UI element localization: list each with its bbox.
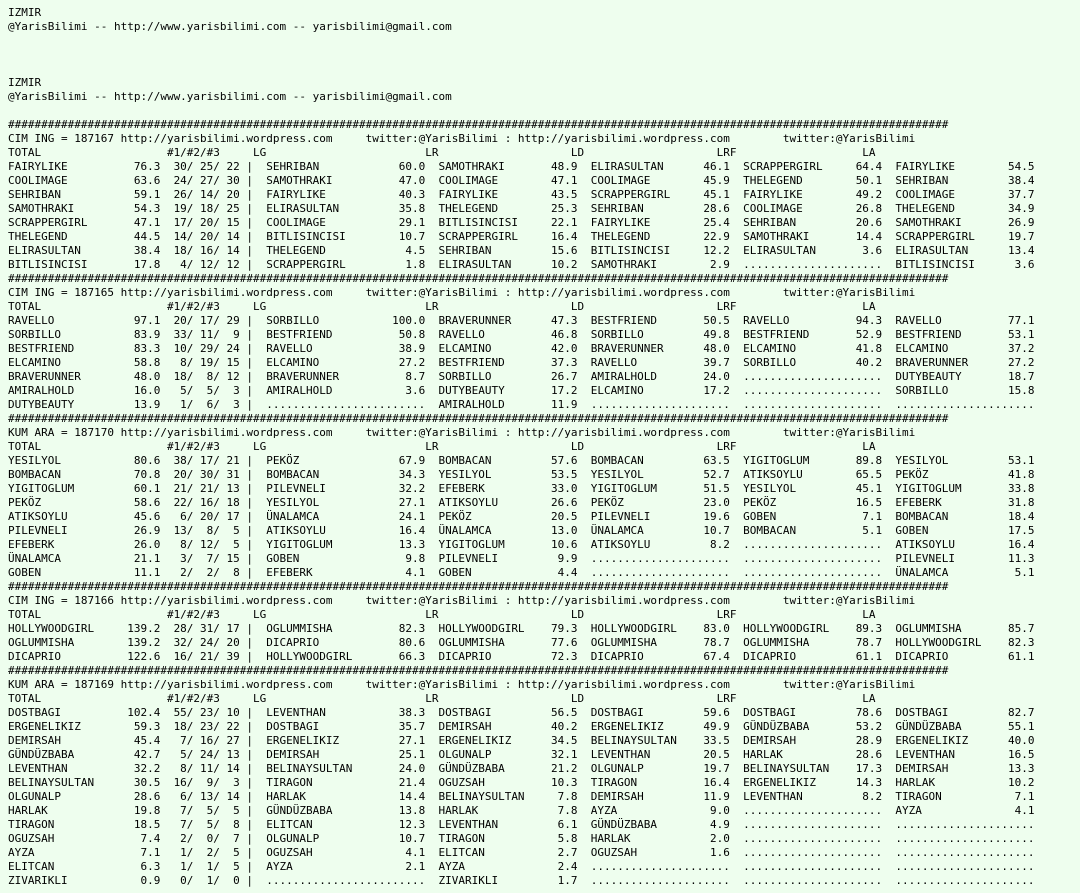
- table-row: OGLUMMISHA 139.2 32/ 24/ 20 | DICAPRIO 80.6 OGLUMMISHA 77.6 OGLUMMISHA 78.7 OGLUMMISHA 78.7 HOLLYWOODGIRL 82.3: [8, 636, 1035, 649]
- table-row: SEHRIBAN 59.1 26/ 14/ 20 | FAIRYLIKE 40.3 FAIRYLIKE 43.5 SCRAPPERGIRL 45.1 FAIRYLIKE 49.2 COOLIMAGE 37.7: [8, 188, 1035, 201]
- table-row: ZIVARIKLI 0.9 0/ 1/ 0 | ........................ ZIVARIKLI 1.7 ..................... ..................... .....................: [8, 874, 1035, 887]
- text-line: IZMIR: [8, 6, 42, 19]
- table-row: AYZA 7.1 1/ 2/ 5 | OGUZSAH 4.1 ELITCAN 2.7 OGUZSAH 1.6 ..................... .....................: [8, 846, 1035, 859]
- race-header: KUM ARA = 187169 http://yarisbilimi.wordpress.com twitter:@YarisBilimi : http://yarisbilimi.wordpress.com twitter:@YarisBilimi: [8, 678, 916, 691]
- table-row: DICAPRIO 122.6 16/ 21/ 39 | HOLLYWOODGIRL 66.3 DICAPRIO 72.3 DICAPRIO 67.4 DICAPRIO 61.1 DICAPRIO 61.1: [8, 650, 1035, 663]
- table-row: PEKÖZ 58.6 22/ 16/ 18 | YESILYOL 27.1 ATIKSOYLU 26.6 PEKÖZ 23.0 PEKÖZ 16.5 EFEBERK 31.8: [8, 496, 1035, 509]
- table-row: ELIRASULTAN 38.4 18/ 16/ 14 | THELEGEND 4.5 SEHRIBAN 15.6 BITLISINCISI 12.2 ELIRASULTAN 3.6 ELIRASULTAN 13.4: [8, 244, 1035, 257]
- text-line: @YarisBilimi -- http://www.yarisbilimi.com -- yarisbilimi@gmail.com: [8, 90, 452, 103]
- table-row: SORBILLO 83.9 33/ 11/ 9 | BESTFRIEND 50.8 RAVELLO 46.8 SORBILLO 49.8 BESTFRIEND 52.9 BESTFRIEND 53.1: [8, 328, 1035, 341]
- table-row: DUTYBEAUTY 13.9 1/ 6/ 3 | ........................ AMIRALHOLD 11.9 ..................... ..................... .....................: [8, 398, 1035, 411]
- section-divider: ##############################################################################################################################################: [8, 118, 949, 131]
- race-header: CIM ING = 187166 http://yarisbilimi.wordpress.com twitter:@YarisBilimi : http://yarisbilimi.wordpress.com twitter:@YarisBilimi: [8, 594, 916, 607]
- race-header: CIM ING = 187165 http://yarisbilimi.wordpress.com twitter:@YarisBilimi : http://yarisbilimi.wordpress.com twitter:@YarisBilimi: [8, 286, 916, 299]
- table-row: YESILYOL 80.6 38/ 17/ 21 | PEKÖZ 67.9 BOMBACAN 57.6 BOMBACAN 63.5 YIGITOGLUM 89.8 YESILYOL 53.1: [8, 454, 1035, 467]
- column-header-row: TOTAL #1/#2/#3 LG LR LD LRF LA: [8, 608, 876, 621]
- column-header-row: TOTAL #1/#2/#3 LG LR LD LRF LA: [8, 300, 876, 313]
- table-row: ÜNALAMCA 21.1 3/ 7/ 15 | GOBEN 9.8 PILEVNELI 9.9 ..................... ..................... PILEVNELI 11.3: [8, 552, 1035, 565]
- table-row: THELEGEND 44.5 14/ 20/ 14 | BITLISINCISI 10.7 SCRAPPERGIRL 16.4 THELEGEND 22.9 SAMOTHRAKI 14.4 SCRAPPERGIRL 19.7: [8, 230, 1035, 243]
- table-row: BRAVERUNNER 48.0 18/ 8/ 12 | BRAVERUNNER 8.7 SORBILLO 26.7 AMIRALHOLD 24.0 ..................... DUTYBEAUTY 18.7: [8, 370, 1035, 383]
- text-line: [8, 104, 1080, 118]
- table-row: PILEVNELI 26.9 13/ 8/ 5 | ATIKSOYLU 16.4 ÜNALAMCA 13.0 ÜNALAMCA 10.7 BOMBACAN 5.1 GOBEN 17.5: [8, 524, 1035, 537]
- race-header: CIM ING = 187167 http://yarisbilimi.wordpress.com twitter:@YarisBilimi : http://yarisbilimi.wordpress.com twitter:@YarisBilimi: [8, 132, 916, 145]
- table-row: DOSTBAGI 102.4 55/ 23/ 10 | LEVENTHAN 38.3 DOSTBAGI 56.5 DOSTBAGI 59.6 DOSTBAGI 78.6 DOSTBAGI 82.7: [8, 706, 1035, 719]
- table-row: ELITCAN 6.3 1/ 1/ 5 | AYZA 2.1 AYZA 2.4 ..................... ..................... .....................: [8, 860, 1035, 873]
- table-row: HOLLYWOODGIRL 139.2 28/ 31/ 17 | OGLUMMISHA 82.3 HOLLYWOODGIRL 79.3 HOLLYWOODGIRL 83.0 HOLLYWOODGIRL 89.3 OGLUMMISHA 85.7: [8, 622, 1035, 635]
- table-row: BITLISINCISI 17.8 4/ 12/ 12 | SCRAPPERGIRL 1.8 ELIRASULTAN 10.2 SAMOTHRAKI 2.9 ..................... BITLISINCISI 3.6: [8, 258, 1035, 271]
- table-row: ELCAMINO 58.8 8/ 19/ 15 | ELCAMINO 27.2 BESTFRIEND 37.3 RAVELLO 39.7 SORBILLO 40.2 BRAVERUNNER 27.2: [8, 356, 1035, 369]
- section-divider: ##############################################################################################################################################: [8, 412, 949, 425]
- column-header-row: TOTAL #1/#2/#3 LG LR LD LRF LA: [8, 440, 876, 453]
- column-header-row: TOTAL #1/#2/#3 LG LR LD LRF LA: [8, 692, 876, 705]
- table-row: GÜNDÜZBABA 42.7 5/ 24/ 13 | DEMIRSAH 25.1 OLGUNALP 32.1 LEVENTHAN 20.5 HARLAK 28.6 LEVENTHAN 16.5: [8, 748, 1035, 761]
- table-row: COOLIMAGE 63.6 24/ 27/ 30 | SAMOTHRAKI 47.0 COOLIMAGE 47.1 COOLIMAGE 45.9 THELEGEND 50.1 SEHRIBAN 38.4: [8, 174, 1035, 187]
- race-header: KUM ARA = 187170 http://yarisbilimi.wordpress.com twitter:@YarisBilimi : http://yarisbilimi.wordpress.com twitter:@YarisBilimi: [8, 426, 916, 439]
- text-line: [8, 48, 1080, 62]
- table-row: YIGITOGLUM 60.1 21/ 21/ 13 | PILEVNELI 32.2 EFEBERK 33.0 YIGITOGLUM 51.5 YESILYOL 45.1 YIGITOGLUM 33.8: [8, 482, 1035, 495]
- text-line: IZMIR: [8, 76, 42, 89]
- text-line: @YarisBilimi -- http://www.yarisbilimi.com -- yarisbilimi@gmail.com: [8, 20, 452, 33]
- table-row: HARLAK 19.8 7/ 5/ 5 | GÜNDÜZBABA 13.8 HARLAK 7.8 AYZA 9.0 ..................... AYZA 4.1: [8, 804, 1035, 817]
- table-row: GOBEN 11.1 2/ 2/ 8 | EFEBERK 4.1 GOBEN 4.4 ..................... ..................... ÜNALAMCA 5.1: [8, 566, 1035, 579]
- text-line: [8, 34, 1080, 48]
- table-row: ATIKSOYLU 45.6 6/ 20/ 17 | ÜNALAMCA 24.1 PEKÖZ 20.5 PILEVNELI 19.6 GOBEN 7.1 BOMBACAN 18.4: [8, 510, 1035, 523]
- table-row: OLGUNALP 28.6 6/ 13/ 14 | HARLAK 14.4 BELINAYSULTAN 7.8 DEMIRSAH 11.9 LEVENTHAN 8.2 TIRAGON 7.1: [8, 790, 1035, 803]
- section-divider: ##############################################################################################################################################: [8, 272, 949, 285]
- table-row: LEVENTHAN 32.2 8/ 11/ 14 | BELINAYSULTAN 24.0 GÜNDÜZBABA 21.2 OLGUNALP 19.7 BELINAYSULTAN 17.3 DEMIRSAH 13.3: [8, 762, 1035, 775]
- table-row: TIRAGON 18.5 7/ 5/ 8 | ELITCAN 12.3 LEVENTHAN 6.1 GÜNDÜZBABA 4.9 ..................... .....................: [8, 818, 1035, 831]
- section-divider: ##############################################################################################################################################: [8, 580, 949, 593]
- table-row: BELINAYSULTAN 30.5 16/ 9/ 3 | TIRAGON 21.4 OGUZSAH 10.3 TIRAGON 16.4 ERGENELIKIZ 14.3 HARLAK 10.2: [8, 776, 1035, 789]
- table-row: ERGENELIKIZ 59.3 18/ 23/ 22 | DOSTBAGI 35.7 DEMIRSAH 40.2 ERGENELIKIZ 49.9 GÜNDÜZBABA 53.2 GÜNDÜZBABA 55.1: [8, 720, 1035, 733]
- table-row: SCRAPPERGIRL 47.1 17/ 20/ 15 | COOLIMAGE 29.1 BITLISINCISI 22.1 FAIRYLIKE 25.4 SEHRIBAN 20.6 SAMOTHRAKI 26.9: [8, 216, 1035, 229]
- table-row: RAVELLO 97.1 20/ 17/ 29 | SORBILLO 100.0 BRAVERUNNER 47.3 BESTFRIEND 50.5 RAVELLO 94.3 RAVELLO 77.1: [8, 314, 1035, 327]
- table-row: OGUZSAH 7.4 2/ 0/ 7 | OLGUNALP 10.7 TIRAGON 5.8 HARLAK 2.0 ..................... .....................: [8, 832, 1035, 845]
- table-row: FAIRYLIKE 76.3 30/ 25/ 22 | SEHRIBAN 60.0 SAMOTHRAKI 48.9 ELIRASULTAN 46.1 SCRAPPERGIRL 64.4 FAIRYLIKE 54.5: [8, 160, 1035, 173]
- column-header-row: TOTAL #1/#2/#3 LG LR LD LRF LA: [8, 146, 876, 159]
- section-divider: ##############################################################################################################################################: [8, 664, 949, 677]
- text-line: [8, 62, 1080, 76]
- table-row: EFEBERK 26.0 8/ 12/ 5 | YIGITOGLUM 13.3 YIGITOGLUM 10.6 ATIKSOYLU 8.2 ..................... ATIKSOYLU 16.4: [8, 538, 1035, 551]
- table-row: AMIRALHOLD 16.0 5/ 5/ 3 | AMIRALHOLD 3.6 DUTYBEAUTY 17.2 ELCAMINO 17.2 ..................... SORBILLO 15.8: [8, 384, 1035, 397]
- table-row: DEMIRSAH 45.4 7/ 16/ 27 | ERGENELIKIZ 27.1 ERGENELIKIZ 34.5 BELINAYSULTAN 33.5 DEMIRSAH 28.9 ERGENELIKIZ 40.0: [8, 734, 1035, 747]
- table-row: BOMBACAN 70.8 20/ 30/ 31 | BOMBACAN 34.3 YESILYOL 53.5 YESILYOL 52.7 ATIKSOYLU 65.5 PEKÖZ 41.8: [8, 468, 1035, 481]
- table-row: SAMOTHRAKI 54.3 19/ 18/ 25 | ELIRASULTAN 35.8 THELEGEND 25.3 SEHRIBAN 28.6 COOLIMAGE 26.8 THELEGEND 34.9: [8, 202, 1035, 215]
- table-row: BESTFRIEND 83.3 10/ 29/ 24 | RAVELLO 38.9 ELCAMINO 42.0 BRAVERUNNER 48.0 ELCAMINO 41.8 ELCAMINO 37.2: [8, 342, 1035, 355]
